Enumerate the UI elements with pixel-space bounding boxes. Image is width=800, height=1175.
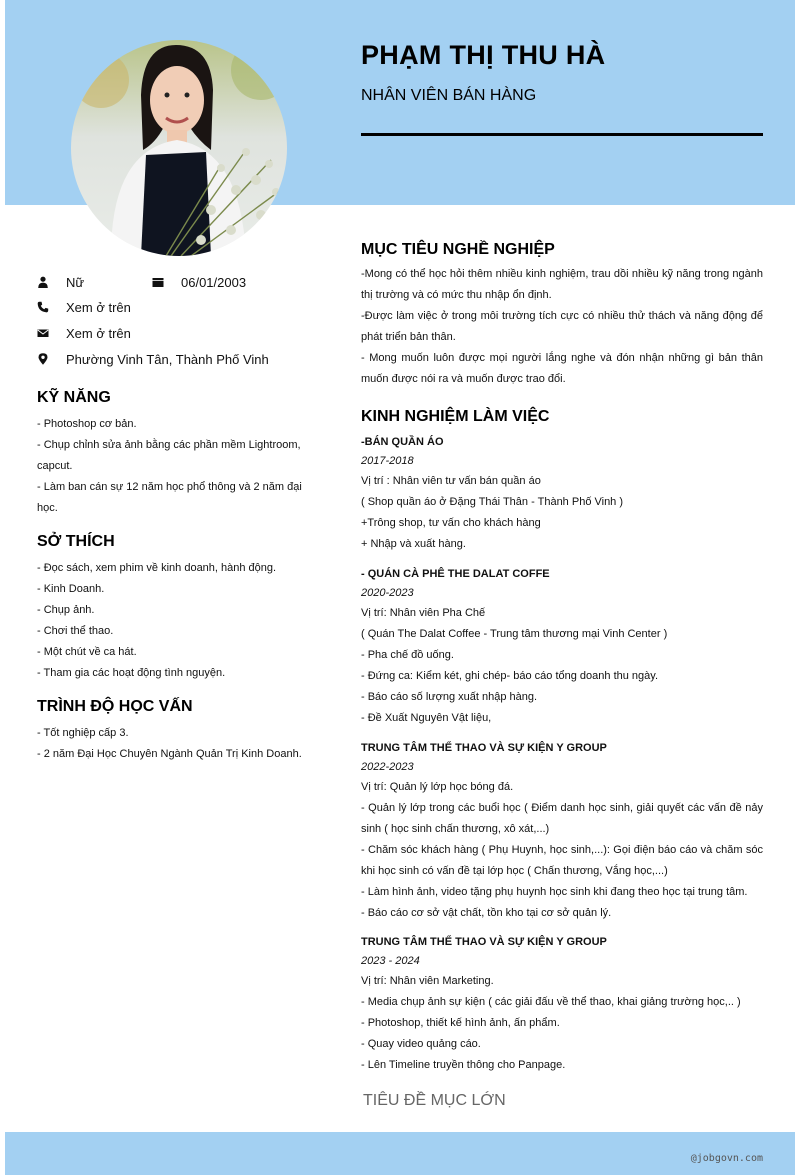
list-item: - Chụp ảnh. bbox=[37, 604, 95, 616]
list-item: -Mong có thể học hỏi thêm nhiều kinh nghiệm, trau dồi nhiều kỹ năng trong ngành thị trường và có mức thu nhập ổn định. bbox=[361, 268, 763, 301]
experience-entry bbox=[361, 565, 763, 729]
job-detail: - Làm hình ảnh, video tặng phụ huynh học sinh khi đang theo học tại trung tâm. bbox=[361, 886, 748, 898]
profile-photo bbox=[71, 40, 287, 256]
address-value: Phường Vinh Tân, Thành Phố Vinh bbox=[66, 351, 269, 367]
job-detail: Vị trí : Nhân viên tư vấn bán quần áo bbox=[361, 475, 541, 487]
email-row bbox=[37, 324, 327, 342]
phone-icon bbox=[37, 301, 49, 313]
list-item: - 2 năm Đại Học Chuyên Ngành Quản Trị Kinh Doanh. bbox=[37, 748, 302, 760]
job-detail: - Chăm sóc khách hàng ( Phụ Huynh, học sinh,...): Gọi điện báo cáo và chăm sóc khi học sinh có vấn đề tại lớp học ( Chấn thương, Vắng học,...) bbox=[361, 844, 763, 877]
address-row bbox=[37, 350, 327, 368]
list-item: - Một chút về ca hát. bbox=[37, 646, 137, 658]
gender-value: Nữ bbox=[66, 274, 85, 290]
header-divider bbox=[361, 133, 763, 136]
list-item: - Mong muốn luôn được mọi người lắng nghe và đón nhận những gì bản thân muốn được nói ra và muốn được trao đổi. bbox=[361, 352, 763, 385]
employment-years: 2023 - 2024 bbox=[361, 955, 420, 967]
objective-heading: MỤC TIÊU NGHỀ NGHIỆP bbox=[361, 241, 555, 258]
experience-entry bbox=[361, 739, 763, 924]
list-item: - Tham gia các hoạt động tình nguyện. bbox=[37, 667, 226, 679]
job-detail: Vị trí: Quản lý lớp học bóng đá. bbox=[361, 781, 514, 793]
objective-text bbox=[361, 264, 763, 390]
experience-entry bbox=[361, 433, 763, 555]
employment-years: 2020-2023 bbox=[361, 587, 414, 599]
location-pin-icon bbox=[37, 353, 49, 365]
skills-heading: KỸ NĂNG bbox=[37, 389, 111, 406]
job-detail: - Pha chế đồ uống. bbox=[361, 649, 454, 661]
list-item: - Làm ban cán sự 12 năm học phổ thông và 2 năm đại học. bbox=[37, 481, 302, 514]
email-value: Xem ở trên bbox=[66, 325, 131, 341]
skills-list bbox=[37, 414, 307, 519]
education-list bbox=[37, 723, 327, 765]
placeholder-section-heading: TIÊU ĐỀ MỤC LỚN bbox=[363, 1092, 506, 1109]
phone-value: Xem ở trên bbox=[66, 299, 131, 315]
phone-row bbox=[37, 298, 327, 316]
list-item: - Đọc sách, xem phim về kinh doanh, hành động. bbox=[37, 562, 277, 574]
list-item: - Tốt nghiệp cấp 3. bbox=[37, 727, 129, 739]
job-detail: - Báo cáo số lượng xuất nhập hàng. bbox=[361, 691, 538, 703]
education-heading: TRÌNH ĐỘ HỌC VẤN bbox=[37, 698, 193, 715]
calendar-icon bbox=[152, 276, 164, 288]
hobbies-list bbox=[37, 558, 307, 684]
envelope-icon bbox=[37, 327, 49, 339]
job-detail: Vị trí: Nhân viên Marketing. bbox=[361, 975, 494, 987]
job-detail: - Đứng ca: Kiểm két, ghi chép- báo cáo tổng doanh thu ngày. bbox=[361, 670, 659, 682]
job-detail: ( Quán The Dalat Coffee - Trung tâm thương mại Vinh Center ) bbox=[361, 628, 668, 640]
job-detail: - Media chụp ảnh sự kiện ( các giải đấu về thể thao, khai giảng trường học,.. ) bbox=[361, 996, 741, 1008]
job-detail: ( Shop quần áo ở Đặng Thái Thân - Thành Phố Vinh ) bbox=[361, 496, 624, 508]
hobbies-heading: SỞ THÍCH bbox=[37, 533, 115, 550]
list-item: - Kinh Doanh. bbox=[37, 583, 105, 595]
list-item: - Chơi thể thao. bbox=[37, 625, 114, 637]
job-detail: + Nhập và xuất hàng. bbox=[361, 538, 466, 550]
employment-years: 2017-2018 bbox=[361, 455, 414, 467]
job-title: NHÂN VIÊN BÁN HÀNG bbox=[361, 87, 537, 104]
experience-entry bbox=[361, 933, 763, 1076]
footer-band bbox=[5, 1132, 795, 1175]
company-name: TRUNG TÂM THỂ THAO VÀ SỰ KIỆN Y GROUP bbox=[361, 936, 607, 948]
job-detail: - Quay video quảng cáo. bbox=[361, 1038, 481, 1050]
job-detail: Vị trí: Nhân viên Pha Chế bbox=[361, 607, 486, 619]
job-detail: +Trông shop, tư vấn cho khách hàng bbox=[361, 517, 541, 529]
experience-heading: KINH NGHIỆM LÀM VIỆC bbox=[361, 408, 550, 425]
person-icon bbox=[37, 276, 49, 288]
employment-years: 2022-2023 bbox=[361, 761, 414, 773]
gender-birthday-row bbox=[37, 273, 327, 291]
company-name: - QUÁN CÀ PHÊ THE DALAT COFFE bbox=[361, 568, 550, 580]
list-item: -Được làm việc ở trong môi trường tích cực có nhiều thử thách và năng động để phát triển bản thân. bbox=[361, 310, 763, 343]
job-detail: - Quản lý lớp trong các buổi học ( Điểm danh học sinh, giải quyết các vấn đề nảy sinh ( học sinh chấn thương, xô xát,...) bbox=[361, 802, 763, 835]
candidate-name: PHẠM THỊ THU HÀ bbox=[361, 40, 606, 70]
job-detail: - Photoshop, thiết kế hình ảnh, ấn phẩm. bbox=[361, 1017, 560, 1029]
list-item: - Photoshop cơ bản. bbox=[37, 418, 137, 430]
birthday-value: 06/01/2003 bbox=[181, 274, 247, 290]
job-detail: - Lên Timeline truyền thông cho Panpage. bbox=[361, 1059, 566, 1071]
company-name: TRUNG TÂM THỂ THAO VÀ SỰ KIỆN Y GROUP bbox=[361, 742, 607, 754]
job-detail: - Báo cáo cơ sở vật chất, tồn kho tại cơ sở quản lý. bbox=[361, 907, 612, 919]
site-watermark: @jobgovn.com bbox=[690, 1153, 763, 1164]
job-detail: - Đề Xuất Nguyên Vật liệu, bbox=[361, 712, 492, 724]
company-name: -BÁN QUẦN ÁO bbox=[361, 436, 444, 448]
list-item: - Chụp chỉnh sửa ảnh bằng các phần mềm Lightroom, capcut. bbox=[37, 439, 301, 472]
